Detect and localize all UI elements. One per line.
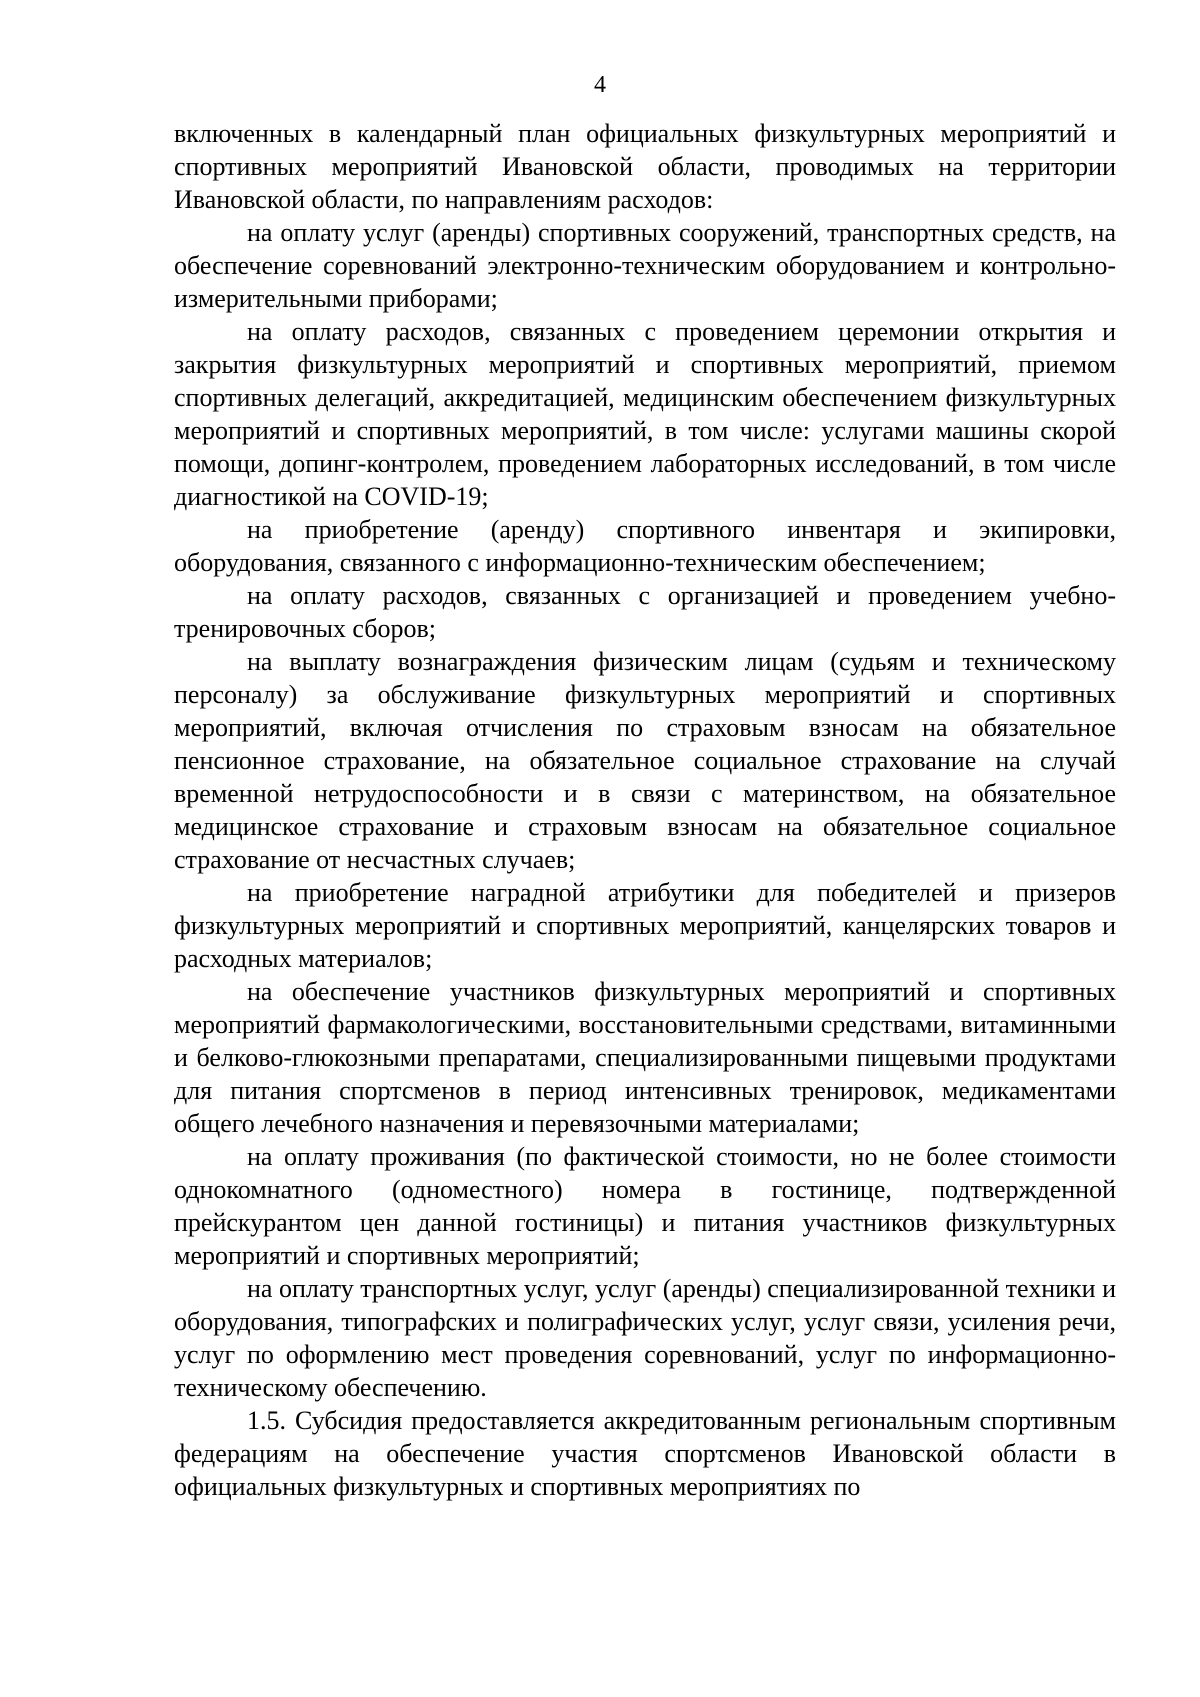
page-number: 4	[594, 72, 606, 98]
paragraph-item: на оплату проживания (по фактической стоимости, но не более стоимости однокомнатного (одноместного) номера в гостинице, подтвержденной прейскурантом цен данной гостиницы) и питания участников физкультурных мероприятий и спортивных мероприятий;	[174, 1142, 1116, 1270]
paragraph-item: на оплату транспортных услуг, услуг (аренды) специализированной техники и оборудования, типографских и полиграфических услуг, услуг связи, усиления речи, услуг по оформлению мест проведения соревнований, услуг по информационно-техническому обеспечению.	[174, 1274, 1116, 1402]
paragraph-item: на выплату вознаграждения физическим лицам (судьям и техническому персоналу) за обслуживание физкультурных мероприятий и спортивных мероприятий, включая отчисления по страховым взносам на обязательное пенсионное страхование, на обязательное социальное страхование на случай временной нетрудоспособности и в связи с материнством, на обязательное медицинское страхование и страховым взносам на обязательное социальное страхование от несчастных случаев;	[174, 647, 1116, 874]
paragraph-continuation: включенных в календарный план официальных физкультурных мероприятий и спортивных мероприятий Ивановской области, проводимых на территории Ивановской области, по направлениям расходов:	[174, 119, 1116, 214]
paragraph-item: на приобретение (аренду) спортивного инвентаря и экипировки, оборудования, связанного с информационно-техническим обеспечением;	[174, 515, 1116, 577]
paragraph-item: на оплату расходов, связанных с проведением церемонии открытия и закрытия физкультурных мероприятий и спортивных мероприятий, приемом спортивных делегаций, аккредитацией, медицинским обеспечением физкультурных мероприятий и спортивных мероприятий, в том числе: услугами машины скорой помощи, допинг-контролем, проведением лабораторных исследований, в том числе диагностикой на COVID-19;	[174, 317, 1116, 511]
paragraph-item: на оплату расходов, связанных с организацией и проведением учебно-тренировочных сборов;	[174, 581, 1116, 643]
paragraph-section-1-5: 1.5. Субсидия предоставляется аккредитованным региональным спортивным федерациям на обеспечение участия спортсменов Ивановской области в официальных физкультурных и спортивных мероприятиях по	[174, 1406, 1116, 1501]
paragraph-item: на оплату услуг (аренды) спортивных сооружений, транспортных средств, на обеспечение соревнований электронно-техническим оборудованием и контрольно-измерительными приборами;	[174, 218, 1116, 313]
paragraph-item: на обеспечение участников физкультурных мероприятий и спортивных мероприятий фармакологическими, восстановительными средствами, витаминными и белково-глюкозными препаратами, специализированными пищевыми продуктами для питания спортсменов в период интенсивных тренировок, медикаментами общего лечебного назначения и перевязочными материалами;	[174, 977, 1116, 1138]
document-body	[174, 117, 1116, 1503]
paragraph-item: на приобретение наградной атрибутики для победителей и призеров физкультурных мероприятий и спортивных мероприятий, канцелярских товаров и расходных материалов;	[174, 878, 1116, 973]
